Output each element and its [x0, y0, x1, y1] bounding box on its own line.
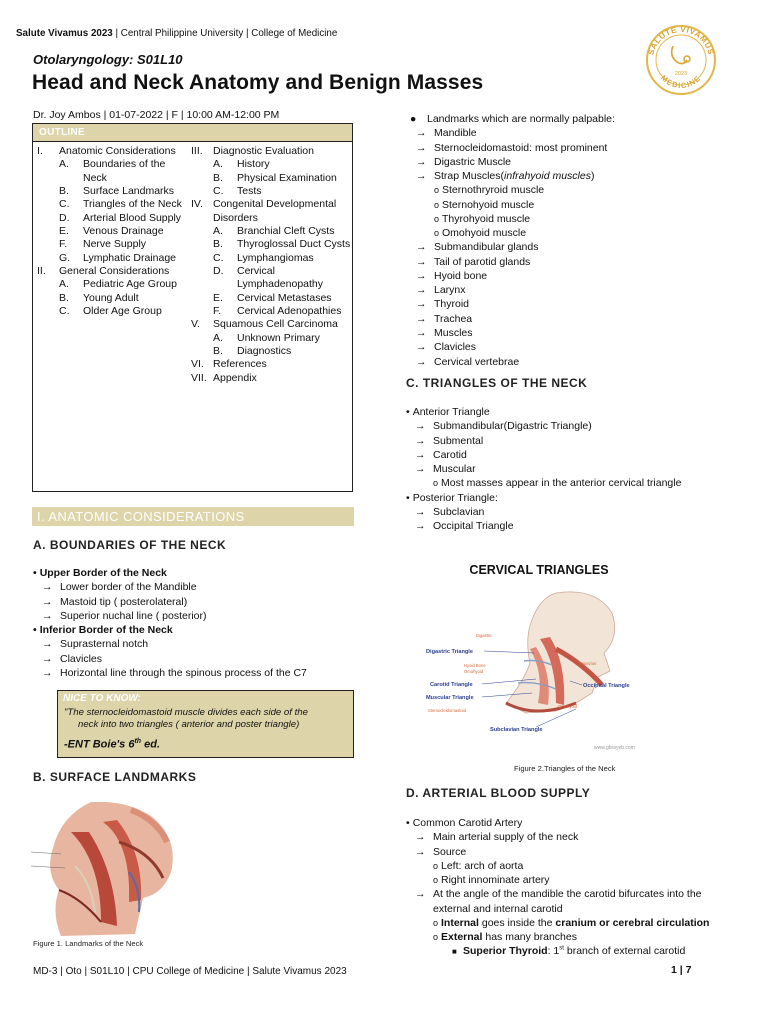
- list-item: → Trachea: [416, 312, 473, 325]
- list-item: → Occipital Triangle: [415, 520, 514, 533]
- label-hyoid-bone: Hyoid Bone: [464, 663, 486, 668]
- outline-item: [191, 185, 351, 198]
- list-item: → Submandibular glands: [416, 241, 539, 254]
- outline-item: [37, 212, 189, 225]
- outline-item: [191, 172, 351, 185]
- list-item: → Lower border of the Mandible: [42, 581, 197, 594]
- outline-column-2: [191, 145, 351, 385]
- list-item: → Digastric Muscle: [416, 155, 512, 168]
- outline-item-label: Physical Examination: [237, 171, 337, 184]
- outline-item: [37, 198, 189, 211]
- list-item: o Right innominate artery: [433, 874, 550, 887]
- page-title: Head and Neck Anatomy and Benign Masses: [32, 71, 484, 94]
- outline-item-label: Diagnostic Evaluation: [213, 145, 314, 157]
- lecture-meta: Dr. Joy Ambos | 01-07-2022 | F | 10:00 AM-12:00 PM: [33, 109, 280, 121]
- list-item: → Thyroid: [416, 298, 470, 311]
- list-item: → Clavicles: [42, 652, 103, 665]
- outline-item: [191, 292, 351, 305]
- list-item: → Mastoid tip ( posterolateral): [42, 595, 188, 608]
- outline-item: [37, 265, 189, 278]
- outline-item-label: Pediatric Age Group: [83, 278, 177, 291]
- outline-item: [191, 358, 351, 371]
- outline-item-number: D.: [59, 211, 70, 224]
- page-footer: MD-3 | Oto | S01L10 | CPU College of Medicine | Salute Vivamus 2023: [33, 966, 347, 977]
- outline-item-number: VII.: [191, 371, 207, 384]
- outline-item: [37, 225, 189, 238]
- list-item: → Superior nuchal line ( posterior): [42, 609, 207, 622]
- outline-item-label: Nerve Supply: [83, 238, 147, 251]
- outline-item-label: Tests: [237, 184, 262, 197]
- triangles-heading: C. TRIANGLES OF THE NECK: [406, 376, 588, 390]
- section-heading-anatomic: I. ANATOMIC CONSIDERATIONS: [32, 507, 354, 526]
- outline-item: [191, 345, 351, 358]
- outline-item: [191, 332, 351, 345]
- outline-item-number: C.: [59, 198, 70, 211]
- salute-vivamus-logo: [641, 24, 721, 96]
- list-item: → Horizontal line through the spinous process of the C7: [42, 666, 307, 679]
- outline-item: [37, 158, 189, 185]
- posterior-triangle-label: • Posterior Triangle:: [406, 491, 756, 505]
- outline-item: [37, 278, 189, 291]
- outline-item: [37, 238, 189, 251]
- anterior-triangle-label: • Anterior Triangle: [406, 405, 756, 419]
- outline-item-label: Young Adult: [83, 291, 139, 304]
- figure-watermark: www.gbrayeb.com: [594, 745, 635, 751]
- outline-item-number: B.: [213, 344, 223, 357]
- neck-landmarks-illustration: [31, 802, 181, 936]
- list-item: o Left: arch of aorta: [433, 859, 524, 872]
- outline-item: [191, 198, 351, 225]
- outline-item: [37, 185, 189, 198]
- list-item: → Submandibular(Digastric Triangle): [415, 420, 592, 433]
- list-item: → Muscles: [416, 326, 473, 339]
- outline-item-number: B.: [213, 238, 223, 251]
- logo-text: SALUTE VIVAMUS: [646, 24, 716, 56]
- list-item: → Carotid: [415, 448, 467, 461]
- outline-item-number: IV.: [191, 198, 203, 211]
- outline-item-number: E.: [59, 224, 69, 237]
- outline-box: [32, 123, 353, 492]
- list-item: → Mandible: [416, 127, 477, 140]
- outline-item-label: Surface Landmarks: [83, 184, 175, 197]
- logo-subtext: MEDICINE: [659, 73, 703, 91]
- inferior-border-label: • Inferior Border of the Neck: [33, 623, 363, 637]
- outline-item-label: Lymphatic Drainage: [83, 251, 176, 264]
- outline-item-number: A.: [213, 158, 223, 171]
- outline-item-number: E.: [213, 291, 223, 304]
- outline-item-label: Arterial Blood Supply: [83, 211, 182, 224]
- outline-item-number: B.: [213, 171, 223, 184]
- outline-item-number: A.: [59, 278, 69, 291]
- outline-item-label: Triangles of the Neck: [83, 198, 182, 211]
- outline-item: [37, 252, 189, 265]
- list-item: → Tail of parotid glands: [416, 255, 531, 268]
- outline-item-label: Appendix: [213, 371, 257, 384]
- list-item: → Source: [415, 845, 467, 858]
- outline-item-number: C.: [213, 184, 224, 197]
- label-omohyoid-2: Omohyoid: [558, 704, 578, 709]
- list-item: o Sternothryroid muscle: [434, 184, 545, 197]
- outline-item-number: I.: [37, 145, 43, 157]
- figure-2-caption: Figure 2.Triangles of the Neck: [514, 764, 616, 773]
- list-item: → Subclavian: [415, 505, 485, 518]
- outline-item-label: Diagnostics: [237, 344, 292, 357]
- surface-landmarks-heading: B. SURFACE LANDMARKS: [33, 770, 197, 784]
- label-trapezius: Trapezius: [578, 661, 597, 666]
- outline-item: [191, 225, 351, 238]
- list-item: → Clavicles: [416, 341, 477, 354]
- outline-item: [37, 305, 189, 318]
- outline-item: [191, 158, 351, 171]
- label-digastric-muscle: Digastric: [476, 633, 493, 638]
- outline-item-label: Cervical Lymphadenopathy: [237, 264, 324, 291]
- list-item: o Sternohyoid muscle: [434, 198, 535, 211]
- list-item: o Internal goes inside the cranium or cerebral circulation: [433, 916, 710, 929]
- outline-item-label: Boundaries of the Neck: [83, 158, 166, 184]
- outline-item-label: Lymphangiomas: [237, 251, 314, 264]
- arterial-list: [406, 816, 756, 959]
- list-item: → Hyoid bone: [416, 269, 488, 282]
- nice-to-know-text: "The sternocleidomastoid muscle divides each side of the neck into two triangles ( anterior and poster triangle): [64, 707, 308, 730]
- nice-to-know-box: [57, 690, 354, 758]
- label-sternocleidomastoid: Sternocleidomastoid: [428, 708, 466, 713]
- outline-item-label: Cervical Metastases: [237, 291, 332, 304]
- outline-item-number: V.: [191, 318, 200, 331]
- running-header: [16, 28, 337, 41]
- outline-item-label: Unknown Primary: [237, 331, 320, 344]
- outline-column-1: [37, 145, 189, 318]
- list-item: → Suprasternal notch: [42, 638, 149, 651]
- list-item: o Most masses appear in the anterior cervical triangle: [433, 477, 682, 490]
- outline-item-number: VI.: [191, 358, 204, 371]
- outline-item-number: D.: [213, 264, 224, 277]
- outline-item: [37, 292, 189, 305]
- list-item: ■ Superior Thyroid: 1st branch of external carotid: [452, 945, 686, 958]
- outline-item-number: B.: [59, 184, 69, 197]
- header-brand: Salute Vivamus 2023: [16, 28, 113, 39]
- figure-2-title: CERVICAL TRIANGLES: [469, 563, 609, 577]
- list-item: o Omohyoid muscle: [434, 227, 527, 240]
- outline-item-label: Squamous Cell Carcinoma: [213, 318, 338, 331]
- outline-item-label: Older Age Group: [83, 304, 162, 317]
- list-item: → Main arterial supply of the neck: [415, 831, 579, 844]
- outline-item: [191, 265, 351, 292]
- outline-item-number: F.: [213, 304, 222, 317]
- label-subclavian-triangle: Subclavian Triangle: [490, 727, 543, 733]
- nice-to-know-source: -ENT Boie's 6th ed.: [64, 737, 161, 751]
- outline-item: [191, 372, 351, 385]
- list-item: • Common Carotid Artery: [406, 816, 756, 830]
- list-item-continued: external and internal carotid: [433, 902, 563, 915]
- list-item: → Muscular: [415, 463, 476, 476]
- boundaries-list: [33, 566, 363, 680]
- upper-border-label: • Upper Border of the Neck: [33, 566, 363, 580]
- palpable-landmarks-list: [407, 112, 747, 369]
- label-muscular-triangle: Muscular Triangle: [426, 695, 474, 701]
- outline-item: [191, 305, 351, 318]
- outline-item-label: General Considerations: [59, 264, 170, 277]
- outline-item-label: References: [213, 358, 267, 371]
- outline-item-label: History: [237, 158, 270, 171]
- list-item: → Strap Muscles(infrahyoid muscles): [416, 170, 595, 183]
- outline-item-label: Thyroglossal Duct Cysts: [237, 238, 351, 251]
- outline-item: [37, 145, 189, 158]
- list-item: o Thyrohyoid muscle: [434, 212, 531, 225]
- outline-item: [191, 145, 351, 158]
- outline-item-number: III.: [191, 145, 203, 157]
- figure-1-caption: Figure 1. Landmarks of the Neck: [33, 939, 144, 948]
- subject-line: Otolaryngology: S01L10: [33, 52, 183, 67]
- list-item: → Sternocleidomastoid: most prominent: [416, 141, 608, 154]
- outline-item-number: A.: [213, 224, 223, 237]
- outline-item: [191, 252, 351, 265]
- logo-year: 2023: [674, 71, 688, 77]
- outline-item-label: Cervical Adenopathies: [237, 304, 342, 317]
- outline-item-label: Branchial Cleft Cysts: [237, 224, 335, 237]
- outline-item-label: Congenital Developmental Disorders: [213, 198, 337, 224]
- outline-item-label: Venous Drainage: [83, 224, 164, 237]
- header-institution: | Central Philippine University | College of Medicine: [112, 28, 338, 39]
- label-omohyoid: Omohyoid: [464, 669, 484, 674]
- outline-item: [191, 238, 351, 251]
- label-digastric-triangle: Digastric Triangle: [426, 649, 473, 655]
- label-carotid-triangle: Carotid Triangle: [430, 682, 473, 688]
- outline-item-number: II.: [37, 264, 46, 277]
- list-item: → Cervical vertebrae: [416, 355, 520, 368]
- outline-item-number: A.: [213, 331, 223, 344]
- list-item: → At the angle of the mandible the carotid bifurcates into the: [415, 888, 702, 901]
- outline-item: [191, 318, 351, 331]
- cervical-triangles-figure: [406, 553, 672, 763]
- arterial-heading: D. ARTERIAL BLOOD SUPPLY: [406, 786, 591, 800]
- outline-item-number: C.: [213, 251, 224, 264]
- outline-item-number: A.: [59, 158, 69, 171]
- list-item: → Larynx: [416, 284, 466, 297]
- list-item: o External has many branches: [433, 931, 577, 944]
- list-item: → Submental: [415, 434, 484, 447]
- outline-item-number: G.: [59, 251, 71, 264]
- outline-item-number: B.: [59, 291, 69, 304]
- triangles-list: [406, 405, 756, 533]
- palpable-intro: ● Landmarks which are normally palpable:: [410, 113, 615, 125]
- outline-item-label: Anatomic Considerations: [59, 145, 176, 157]
- outline-item-number: C.: [59, 304, 70, 317]
- boundaries-heading: A. BOUNDARIES OF THE NECK: [33, 538, 227, 552]
- nice-to-know-title: NICE TO KNOW:: [63, 693, 141, 704]
- outline-title: OUTLINE: [33, 124, 352, 142]
- label-occipital-triangle: Occipital Triangle: [583, 683, 630, 689]
- outline-item-number: F.: [59, 238, 68, 251]
- page-number: 1 | 7: [671, 964, 692, 976]
